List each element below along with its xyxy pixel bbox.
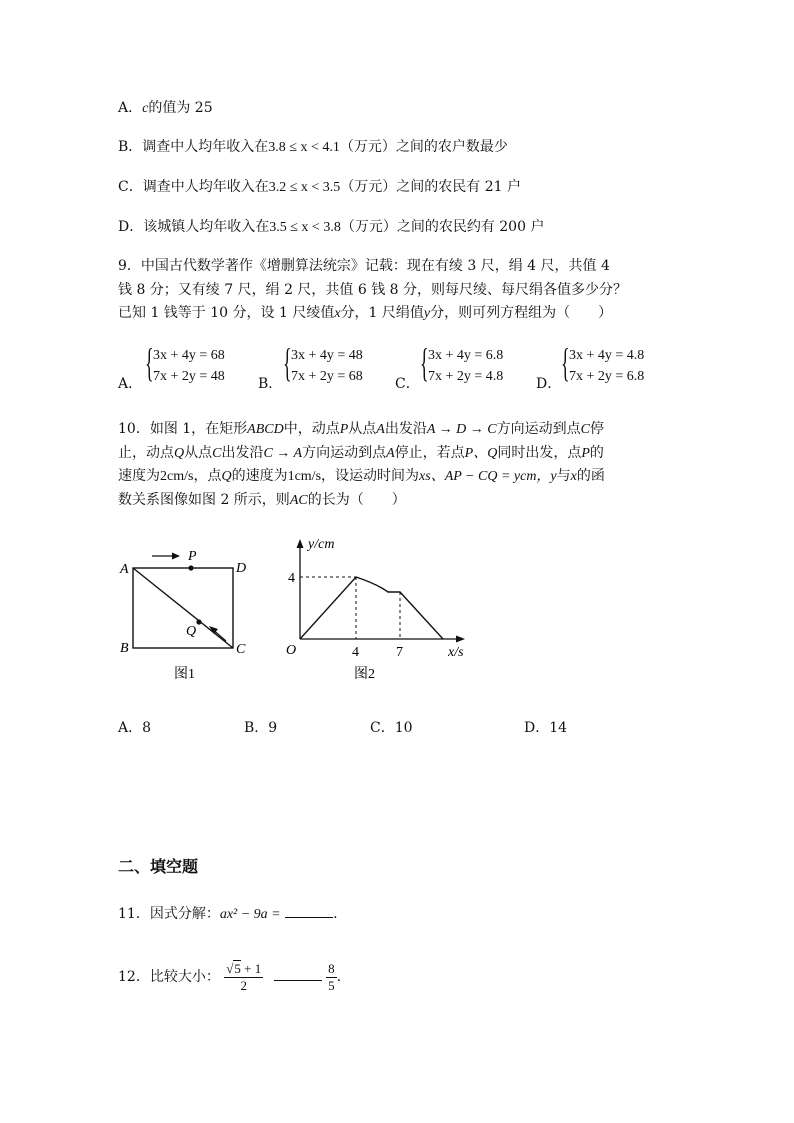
figure-1-caption: 图1 (174, 667, 195, 682)
brace-icon: { (283, 340, 292, 385)
y-tick-4: 4 (288, 571, 295, 586)
x-axis-label: x/s (448, 645, 464, 660)
q12-line: 12．比较大小： $\frac{√5 + 1}{2}$ $\frac{8}{5}$ . (118, 960, 342, 993)
function-curve (300, 577, 443, 639)
answer-blank[interactable] (274, 966, 322, 981)
q9-line-1: 9．中国古代数学著作《增删算法统宗》记载：现在有绫 3 尺，绢 4 尺，共值 4 (118, 258, 610, 274)
q9-option-c-label: C． (395, 376, 420, 392)
point-q-dot (196, 619, 201, 624)
brace-icon: { (145, 340, 154, 385)
q10-option-b: B．9 (244, 720, 278, 736)
label-a: A (120, 562, 129, 577)
answer-blank[interactable] (285, 903, 333, 918)
q8-option-a: A．c的值为 25 (118, 100, 213, 116)
q10-line-4: 数关系图像如图 2 所示，则AC的长为（ ） (118, 492, 406, 508)
point-p-dot (188, 565, 193, 570)
figure-2-graph (280, 534, 480, 689)
q9-line-2: 钱 8 分；又有绫 7 尺，绢 2 尺，共值 6 钱 8 分，则每尺绫、每尺绢各值多少分？ (118, 282, 628, 298)
brace-icon: { (420, 340, 429, 385)
q8-option-b: B．调查中人均年收入在3.8 ≤ x < 4.1（万元）之间的农户数最少 (118, 139, 508, 155)
y-axis-label: y/cm (308, 537, 335, 552)
q10-option-d: D．14 (524, 720, 568, 736)
q10-option-c: C．10 (370, 720, 413, 736)
q10-line-1: 10．如图 1，在矩形ABCD中，动点P从点A出发沿A → D → C方向运动到点C停 (118, 421, 604, 437)
q8-option-c: C．调查中人均年收入在3.2 ≤ x < 3.5（万元）之间的农民有 21 户 (118, 179, 522, 195)
x-tick-7: 7 (396, 645, 403, 660)
figure-1-rectangle (110, 540, 260, 690)
section-title-fill-blank: 二、填空题 (118, 857, 199, 876)
q11-line: 11．因式分解：ax² − 9a = . (118, 903, 338, 925)
fraction-sqrt5-plus-1-over-2: $\frac{√5 + 1}{2}$ (226, 960, 262, 993)
q10-line-3: 速度为2cm/s，点Q的速度为1cm/s，设运动时间为xs、AP − CQ = ycm，y与x的函 (118, 468, 605, 484)
y-axis-arrow-icon (297, 539, 304, 548)
diagonal-ac (133, 568, 233, 648)
q8-option-d: D．该城镇人均年收入在3.5 ≤ x < 3.8（万元）之间的农民约有 200 户 (118, 219, 545, 235)
q10-option-a: A．8 (118, 720, 152, 736)
origin-label: O (286, 643, 297, 658)
figure-2-caption: 图2 (354, 667, 375, 682)
x-tick-4: 4 (352, 645, 359, 660)
q9-line-3: 已知 1 钱等于 10 分，设 1 尺绫值x分，1 尺绢值y分，则可列方程组为（ ） (118, 305, 613, 321)
label-p: P (188, 549, 197, 564)
label-c: C (236, 642, 246, 657)
brace-icon: { (561, 340, 570, 385)
label-d: D (236, 561, 247, 576)
x-axis-arrow-icon (456, 636, 465, 643)
q10-line-2: 止，动点Q从点C出发沿C → A方向运动到点A停止，若点P、Q同时出发，点P的 (118, 445, 604, 461)
arrow-right-head-icon (172, 553, 180, 560)
q9-option-d-label: D． (536, 376, 562, 392)
label-b: B (120, 641, 129, 656)
q9-option-b-label: B． (258, 376, 283, 392)
label-q: Q (186, 624, 197, 639)
q9-option-a-label: A． (118, 376, 143, 392)
fraction-8-over-5: $\frac{8}{5}$ (328, 960, 335, 993)
